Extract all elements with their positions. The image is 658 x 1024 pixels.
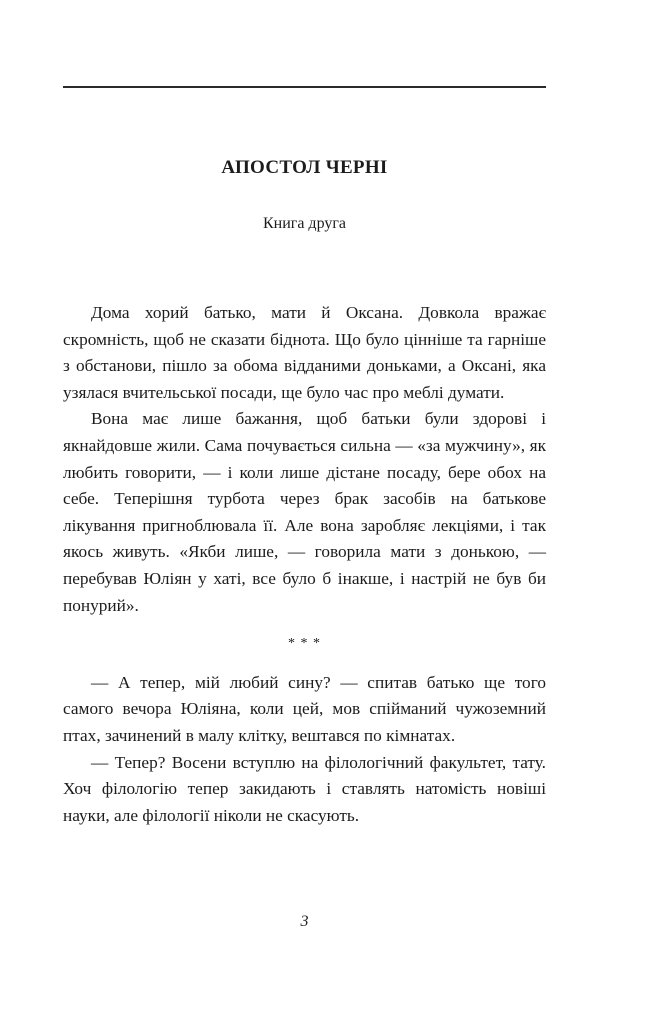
section-separator: * * * (288, 636, 321, 652)
body-text (63, 300, 546, 829)
page-number: 3 (300, 913, 309, 930)
paragraph: Вона має лише бажання, щоб батьки були здорові і якнайдовше жили. Сама почувається сильна — «за мужчину», як любить говорити, — і коли лише дістане посаду, бере обох на себе. Теперішня турбота через брак засобів на батькове лікування пригноблювала її. Але вона заробляє лекціями, і так якось живуть. «Якби лише, — говорила мати з донькою, — перебував Юліян у хаті, все було б інакше, і настрій не був би понурий». (63, 409, 546, 615)
header-rule (63, 86, 546, 88)
book-subtitle: Книга друга (262, 215, 347, 232)
paragraph: — Тепер? Восени вступлю на філологічний факультет, тату. Хоч філологію тепер закидають і ставлять натомість новіші науки, але філології ніколи не скасують. (63, 752, 546, 825)
book-title: АПОСТОЛ ЧЕРНІ (221, 157, 388, 178)
paragraph: — А тепер, мій любий сину? — спитав батько ще того самого вечора Юліяна, коли цей, мов спійманий чужоземний птах, зачинений в малу клітку, вештався по кімнатах. (63, 672, 546, 745)
paragraph: Дома хорий батько, мати й Оксана. Довкола вражає скромність, щоб не сказати біднота. Що було цінніше та гарніше з обстанови, пішло за обома відданими доньками, а Оксані, яка узялася вчительської посади, ще було час про меблі думати. (63, 303, 546, 402)
